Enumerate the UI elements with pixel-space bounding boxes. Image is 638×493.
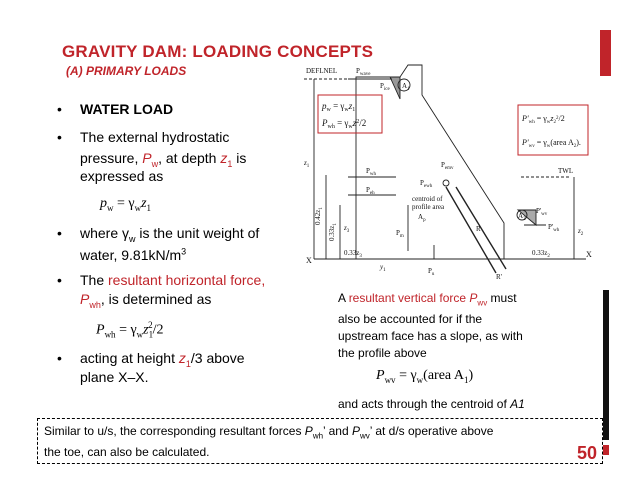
- text: ’ and: [323, 424, 352, 438]
- eq-tail: (area A: [423, 368, 464, 383]
- bullet-unit-weight-line2: [80, 243, 186, 264]
- eq-sub: w: [136, 329, 144, 340]
- caption-line: the profile above: [338, 346, 427, 361]
- bullet-resultant-horizontal-line2: [80, 291, 211, 314]
- label-pm: $P_m$: [396, 229, 404, 239]
- label-r: R: [476, 225, 481, 233]
- text: , is determined as: [100, 291, 212, 307]
- subscript: 1: [185, 358, 191, 369]
- subscript: 1: [227, 158, 233, 169]
- subscript: wv: [359, 431, 370, 441]
- symbol: P: [142, 150, 152, 166]
- caption-line: upstream face has a slope, as with: [338, 329, 523, 344]
- eq-z: z: [141, 196, 147, 211]
- equation-pwv: [376, 368, 473, 385]
- text: where γ: [80, 225, 130, 241]
- symbol: z: [178, 350, 186, 366]
- text: expressed as: [80, 168, 164, 184]
- label-pwh-prime: $P'_{wh}$: [548, 223, 560, 233]
- equation-pwh: [96, 320, 164, 339]
- eq-sub: 1: [463, 374, 469, 385]
- text: , at depth: [158, 150, 221, 166]
- text: is the unit weight of: [135, 225, 260, 241]
- text: pressure,: [80, 150, 143, 166]
- symbol: z: [220, 150, 228, 166]
- slide-subtitle: (A) PRIMARY LOADS: [66, 64, 187, 78]
- label-eq-pw: $p_w = \gamma_wz_1$: [322, 101, 356, 113]
- label-z3: $z_3$: [344, 224, 350, 234]
- label-z1: $z_1$: [304, 159, 310, 169]
- symbol: P: [80, 291, 90, 307]
- text: water, 9.81kN/m: [80, 246, 182, 263]
- subscript: wv: [477, 298, 488, 308]
- text: The: [80, 272, 109, 288]
- label-x-right: X: [586, 250, 592, 259]
- bullet-line: The external hydrostatic: [80, 129, 230, 145]
- eq-rhs: = γ: [395, 368, 417, 383]
- eq-rhs: = γ: [115, 322, 137, 338]
- slide-title: GRAVITY DAM: LOADING CONCEPTS: [62, 42, 374, 61]
- symbol: P: [304, 424, 313, 438]
- label-z2: $z_2$: [578, 227, 584, 237]
- eq-sub: w: [134, 202, 142, 213]
- symbol: P: [469, 291, 478, 305]
- label-eq-pwh: $P_{wh} = \gamma_wz^2/2$: [322, 118, 367, 130]
- note-line: the toe, can also be calculated.: [44, 445, 210, 460]
- symbol: P: [351, 424, 360, 438]
- label-eq-ds2: $P'_{wv}$ = $\gamma_w(area$ $A_2$).: [522, 138, 581, 149]
- eq-symbol: p: [100, 196, 107, 211]
- subscript: w: [151, 158, 159, 169]
- label-pu: $P_u$: [428, 267, 435, 277]
- subscript: wh: [312, 431, 324, 441]
- text: A: [338, 291, 349, 305]
- equation-pw: [100, 196, 151, 213]
- label-042z1: $0.42z_1$: [314, 207, 324, 225]
- label-y1: $y_1$: [380, 263, 386, 273]
- bullet-text: WATER LOAD: [80, 101, 174, 117]
- eq-sup: 2: [148, 320, 153, 330]
- eq-sub: w: [107, 202, 114, 213]
- label-eq-ds1: $P'_{wh} = \gamma_wz_2^2/2$: [522, 114, 565, 125]
- note-box: [37, 418, 603, 464]
- resultant-rprime: [456, 187, 506, 269]
- eq-rhs: = γ: [113, 196, 135, 211]
- text: is: [232, 150, 247, 166]
- eq-sub: w: [416, 374, 424, 385]
- vertical-force-caption: [338, 290, 588, 362]
- text: ’ at d/s operative above: [369, 424, 494, 438]
- symbol: A1: [510, 397, 525, 411]
- label-x-left: X: [306, 256, 312, 265]
- eq-z: z: [143, 322, 149, 338]
- label-033z2: $0.33z_2$: [532, 249, 550, 259]
- resultant-r: [446, 187, 496, 273]
- eq-sub: wv: [384, 374, 396, 385]
- bullet-acting-height-line2: [80, 369, 149, 386]
- label-a2: $A_2$: [518, 212, 526, 222]
- label-pwh: $P_{wh}$: [366, 167, 377, 177]
- text: must: [487, 291, 517, 305]
- label-twl: TWL: [558, 167, 574, 175]
- label-peh: $P_{eh}$: [366, 186, 375, 196]
- label-centroid-1: centroid of: [412, 195, 443, 203]
- page-number: 50: [577, 443, 598, 463]
- text: plane X–X.: [80, 369, 149, 385]
- eq-symbol: P: [96, 322, 105, 338]
- highlight: resultant horizontal force,: [108, 272, 266, 288]
- label-centroid-2: profile area: [412, 203, 445, 211]
- text: /3 above: [190, 350, 245, 366]
- text: Similar to u/s, the corresponding resultant forces: [44, 424, 305, 438]
- centroid-marker: [443, 180, 449, 186]
- eq-sub: wh: [104, 329, 116, 340]
- text: acting at height: [80, 350, 179, 366]
- eq-sub: 1: [146, 202, 152, 213]
- caption-line: [338, 290, 588, 311]
- centroid-caption: [338, 397, 525, 411]
- eq-sub: 1: [148, 329, 154, 340]
- note-line: [44, 423, 596, 444]
- eq-tail: /2: [152, 322, 164, 338]
- label-rprime: R': [496, 273, 502, 281]
- bullet-hydrostatic-line3: [80, 168, 163, 185]
- accent-bar-dot: [603, 445, 609, 455]
- caption-line: also be accounted for if the: [338, 312, 483, 327]
- superscript: 3: [181, 246, 187, 256]
- label-pice: $P_{ice}$: [380, 82, 390, 92]
- eq-symbol: P: [376, 368, 385, 383]
- text: [80, 272, 265, 289]
- label-pwv-prime: $P'_{wv}$: [536, 207, 548, 217]
- accent-bar-bottom: [603, 290, 609, 440]
- highlight: resultant vertical force: [348, 291, 470, 305]
- text: and acts through the centroid of: [338, 397, 511, 411]
- label-033z3: $0.33z_3$: [344, 249, 362, 259]
- eq-close: ): [468, 368, 474, 383]
- subscript: w: [129, 233, 136, 244]
- label-deflnel: DEFLNEL: [306, 67, 338, 75]
- subscript: wh: [89, 299, 101, 310]
- label-a1: $A_1$: [402, 82, 410, 92]
- accent-bar-top: [600, 30, 611, 76]
- label-pwave: $P_{wave}$: [356, 67, 371, 77]
- label-pewh: $P_{ewh}$: [420, 179, 433, 189]
- label-pemv: $P_{emv}$: [441, 161, 454, 171]
- dam-loading-diagram: [296, 55, 596, 283]
- label-033z1: $0.33z_1$: [328, 223, 338, 241]
- label-ap: $A_p$: [418, 213, 426, 223]
